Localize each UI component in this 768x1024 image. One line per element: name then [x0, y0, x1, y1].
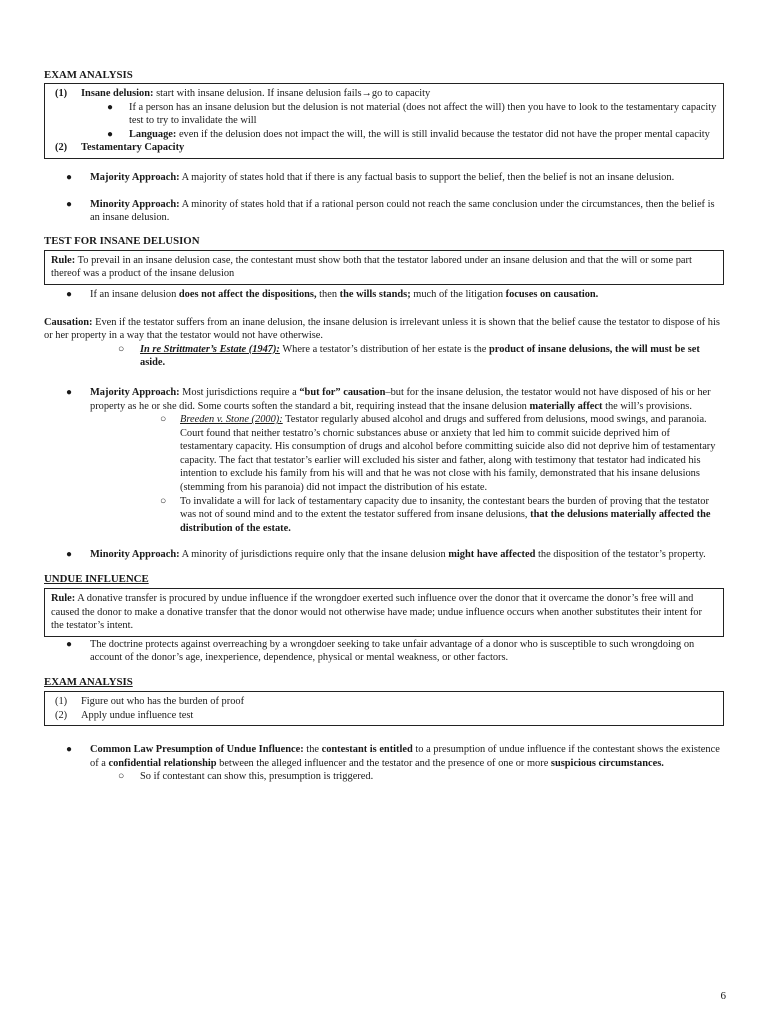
bullet-icon: ● — [66, 288, 73, 300]
exam-item-burden: (1) Figure out who has the burden of proof — [55, 696, 245, 707]
minority-approach-1: ● Minority Approach: A minority of states hold that if a rational person could not reach the same conclusion under the circumstances, then the belief is an insane delusion. — [66, 198, 715, 224]
list-item: ● If a person has an insane delusion but the delusion is not material (does not affect the will) then you have to look to the testamentary capacity test to try to invalidate the will — [107, 101, 717, 127]
circle-bullet-icon: ○ — [160, 495, 167, 507]
bullet-icon: ● — [66, 549, 73, 561]
section-heading-exam-analysis: EXAM ANALYSIS — [44, 69, 133, 81]
rule-box-undue-influence: Rule: A donative transfer is procured by undue influence if the wrongdoer exerted such influence over the donor that it overcame the donor’s free will and caused the donor to make a donative transfer that the donor would not otherwise have made; undue influence occurs when another substitutes their intent for the testator’s intent. — [44, 588, 724, 637]
common-law-presumption: ● Common Law Presumption of Undue Influence: the contestant is entitled to a presumption of undue influence if the contestant shows the existence of a confidential relationship between the alleged influencer and the testator and the presence of one or more suspicious circumstances. — [66, 744, 720, 769]
circle-bullet-icon: ○ — [118, 771, 125, 783]
majority-approach-1: ● Majority Approach: A majority of states hold that if there is any factual basis to support the belief, then the belief is not an insane delusion. — [66, 171, 675, 183]
document-page — [44, 68, 724, 784]
doctrine-bullet: ● The doctrine protects against overreaching by a wrongdoer seeking to take unfair advantage of a donor who is susceptible to such wrongdoing on account of the donor’s age, inexperience, dependence, physical or mental weakness, or other factors. — [66, 638, 695, 664]
bullet-icon: ● — [66, 171, 73, 183]
rule-box-insane-delusion: Rule: To prevail in an insane delusion case, the contestant must show both that the testator labored under an insane delusion and that the will or some part thereof was a product of the insane delusion — [44, 250, 724, 285]
exam-analysis-box-2 — [44, 691, 724, 726]
page-number: 6 — [720, 990, 726, 1002]
minority-approach-2: ● Minority Approach: A minority of jurisdictions require only that the insane delusion might have affected the disposition of the testator’s property. — [66, 549, 706, 561]
exam-item-testamentary-capacity: (2) Testamentary Capacity — [55, 142, 185, 154]
list-item: ● Language: even if the delusion does not impact the will, the will is still invalid because the testator did not have the proper mental capacity — [107, 128, 710, 140]
burden-of-proof-note: ○ To invalidate a will for lack of testamentary capacity due to insanity, the contestant bears the burden of proving that the testator was not of sound mind and to the extent the testator suffered from insane delusions, that the delusions materially affected the distribution of the estate. — [160, 495, 711, 534]
dispositions-bullet: ● If an insane delusion does not affect the dispositions, then the wills stands; much of the litigation focuses on causation. — [66, 288, 599, 300]
bullet-icon: ● — [66, 744, 73, 756]
bullet-icon: ● — [107, 128, 114, 140]
section-heading-undue-influence: UNDUE INFLUENCE — [44, 573, 149, 586]
causation-paragraph: Causation: Even if the testator suffers from an inane delusion, the insane delusion is irrelevant unless it is shown that the belief cause the testator to dispose of his or her property in a way that the testator would not have otherwise. — [44, 316, 720, 342]
presumption-triggered-note: ○ So if contestant can show this, presumption is triggered. — [118, 771, 374, 783]
circle-bullet-icon: ○ — [160, 414, 167, 426]
exam-item-apply-test: (2) Apply undue influence test — [55, 709, 194, 721]
bullet-icon: ● — [107, 101, 114, 113]
exam-analysis-box — [44, 83, 724, 159]
section-heading-test-insane-delusion: TEST FOR INSANE DELUSION — [44, 234, 200, 247]
strittmater-case: ○ In re Strittmater’s Estate (1947): Where a testator’s distribution of her estate is the product of insane delusions, the will must be set aside. — [118, 343, 700, 369]
majority-approach-2: ● Majority Approach: Most jurisdictions require a “but for” causation–but for the insane delusion, the testator would not have disposed of his or her property as he or she did. Some courts soften the standard a bit, requiring instead that the insane delusion materially affect the will’s provisions. — [66, 386, 711, 412]
bullet-icon: ● — [66, 198, 73, 210]
bullet-icon: ● — [66, 386, 73, 398]
section-heading-exam-analysis-2: EXAM ANALYSIS — [44, 676, 133, 688]
bullet-icon: ● — [66, 638, 73, 650]
breeden-case: ○ Breeden v. Stone (2000): Testator regularly abused alcohol and drugs and suffered from delusions, mood swings, and paranoia. Court found that neither testatro’s chornic substances abuse or anxiety that led him to commit suicide deprived him of testamentary capacity. His consumption of drugs and alcohol before committing suicide also did not deprive him of testamentary capacity. The fact that testator’s earlier will excluded his sister and father, along with testimony that testator had indicated his intention to exclude his family from his will and that he was not close with his family, demonstrated that his insane delusions (stemming from his paranoia) did not impact the distribution of his estate. — [160, 414, 716, 494]
exam-item-insane-delusion: (1) Insane delusion: start with insane delusion. If insane delusion fails→go to capacity — [55, 88, 431, 99]
exam-item-bullets — [51, 101, 717, 142]
circle-bullet-icon: ○ — [118, 343, 125, 355]
